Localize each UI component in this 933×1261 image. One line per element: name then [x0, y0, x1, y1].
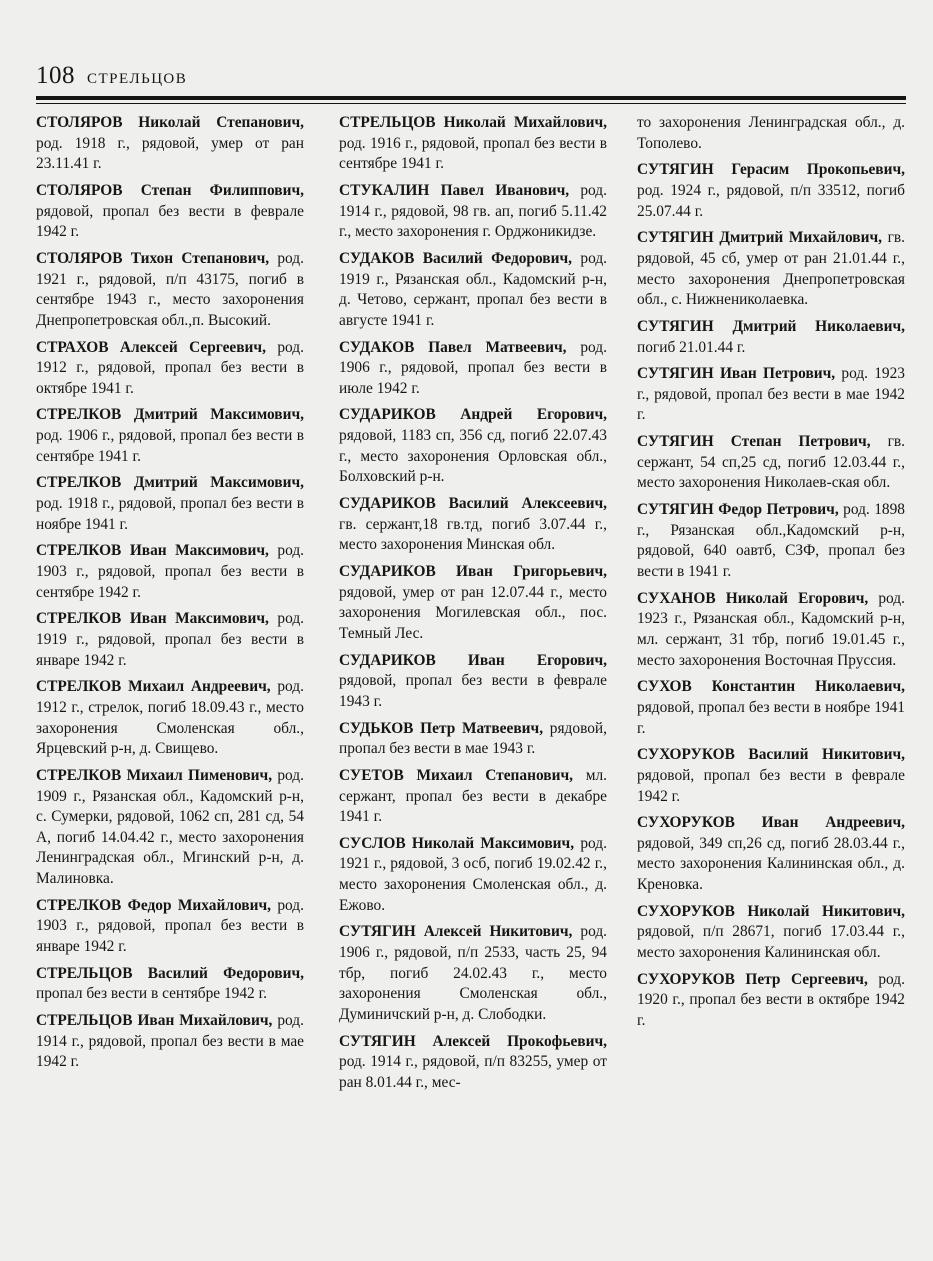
record-entry — [36, 249, 304, 331]
record-details: род. 1921 г., рядовой, п/п 43175, погиб в сентябре 1943 г., место захоронения Днепропетровская обл.,п. Высокий. — [36, 249, 304, 329]
record-entry — [339, 766, 607, 828]
record-entry — [339, 405, 607, 487]
record-details: род. 1906 г., рядовой, пропал без вести в июле 1942 г. — [339, 338, 607, 397]
record-details: пропал без вести в сентябре 1942 г. — [36, 985, 268, 1003]
record-details: рядовой, п/п 28671, погиб 17.03.44 г., место захоронения Калининская обл. — [637, 923, 905, 962]
person-name: СТРЕЛЬЦОВ Василий Федорович, — [36, 964, 304, 982]
person-name: СУДАРИКОВ Андрей Егорович, — [339, 406, 607, 424]
record-details: род. 1916 г., рядовой, пропал без вести в сентябре 1941 г. — [339, 134, 607, 173]
record-entry — [339, 922, 607, 1025]
record-details: род. 1918 г., рядовой, умер от ран 23.11.41 г. — [36, 134, 304, 173]
person-name: СТРЕЛКОВ Иван Максимович, — [36, 542, 269, 560]
record-entry — [339, 651, 607, 713]
person-name: СТРЕЛЬЦОВ Иван Михайлович, — [36, 1012, 273, 1029]
record-details: род. 1924 г., рядовой, п/п 33512, погиб 25.07.44 г. — [637, 181, 905, 220]
record-entry — [36, 181, 304, 243]
record-entry — [637, 902, 905, 964]
person-name: СУХОРУКОВ Николай Никитович, — [637, 902, 905, 920]
record-entry — [36, 405, 304, 467]
record-entry — [339, 249, 607, 331]
person-name: СУДАРИКОВ Василий Алексеевич, — [339, 495, 607, 513]
record-details: рядовой, пропал без вести в мае 1943 г. — [339, 719, 608, 758]
record-entry — [339, 113, 607, 175]
person-name: СУСЛОВ Николай Максимович, — [339, 834, 575, 852]
record-details: род. 1912 г., рядовой, пропал без вести в октябре 1941 г. — [36, 338, 304, 397]
person-name: СУХОВ Константин Николаевич, — [637, 678, 905, 696]
record-details: рядовой, 349 сп,26 сд, погиб 28.03.44 г., место захоронения Калининская обл., д. Креновка. — [637, 834, 905, 894]
record-entry — [637, 432, 905, 494]
header-rule-thin — [36, 103, 906, 104]
person-name: СУЕТОВ Михаил Степанович, — [339, 766, 574, 784]
record-entry — [36, 338, 304, 400]
record-details: гв. рядовой, 45 сб, умер от ран 21.01.44 г., место захоронения Днепропетровская обл., с. Нижнениколаевка. — [637, 229, 905, 309]
header-rule-thick — [36, 96, 906, 100]
record-details: погиб 21.01.44 г. — [637, 338, 746, 356]
record-details: род. 1918 г., рядовой, пропал без вести в ноябре 1941 г. — [36, 495, 304, 533]
record-details: род. 1909 г., Рязанская обл., Кадомский р-н, с. Сумерки, рядовой, 1062 сп, 281 сд, 54 А, погиб 14.04.42 г., место захоронения Ленинградская обл., Мгинский р-н, д. Малиновка. — [36, 766, 304, 887]
record-entry — [637, 160, 905, 222]
record-entry — [637, 813, 905, 895]
record-details: род. 1903 г., рядовой, пропал без вести в сентябре 1942 г. — [36, 542, 304, 601]
person-name: СУХОРУКОВ Иван Андреевич, — [637, 814, 905, 832]
page-header — [36, 62, 906, 90]
record-details: то захоронения Ленинградская обл., д. Тополево. — [637, 114, 905, 152]
person-name: СТРЕЛКОВ Дмитрий Максимович, — [36, 474, 304, 492]
record-entry — [339, 719, 607, 760]
person-name: СУТЯГИН Алексей Прокофьевич, — [339, 1032, 607, 1050]
record-entry — [637, 500, 905, 582]
person-name: СУДАРИКОВ Иван Егорович, — [339, 651, 607, 669]
person-name: СТУКАЛИН Павел Иванович, — [339, 181, 570, 199]
person-name: СУТЯГИН Степан Петрович, — [637, 433, 871, 451]
record-entry — [36, 609, 304, 671]
record-entry — [36, 766, 304, 890]
record-details: рядовой, 1183 сп, 356 сд, погиб 22.07.43 г., место захоронения Орловская обл., Болховский р-н. — [339, 427, 607, 486]
record-entry — [637, 364, 905, 426]
record-entry — [36, 964, 304, 1005]
person-name: СТРЕЛКОВ Дмитрий Максимович, — [36, 406, 304, 424]
person-name: СТРЕЛЬЦОВ Николай Михайлович, — [339, 114, 607, 131]
record-details: рядовой, пропал без вести в феврале 1942 г. — [36, 202, 304, 241]
record-entry — [36, 113, 304, 175]
record-entry — [637, 113, 905, 154]
record-details: род. 1914 г., рядовой, п/п 83255, умер от ран 8.01.44 г., мес- — [339, 1053, 607, 1091]
person-name: СТРЕЛКОВ Федор Михайлович, — [36, 896, 272, 914]
record-entry — [339, 1032, 607, 1094]
record-details: род. 1919 г., Рязанская обл., Кадомский р-н, д. Четово, сержант, пропал без вести в августе 1941 г. — [339, 249, 607, 329]
record-entry — [339, 181, 607, 243]
person-name: СУДАКОВ Василий Федорович, — [339, 249, 573, 267]
record-entry — [36, 896, 304, 958]
text-column-1 — [36, 113, 304, 1079]
record-entry — [637, 228, 905, 310]
person-name: СУТЯГИН Иван Петрович, — [637, 365, 836, 383]
person-name: СУТЯГИН Алексей Никитович, — [339, 923, 573, 941]
page-number: 108 — [36, 62, 75, 89]
person-name: СТРЕЛКОВ Михаил Пименович, — [36, 766, 273, 784]
person-name: СУТЯГИН Герасим Прокопьевич, — [637, 161, 905, 179]
record-details: гв. сержант, 54 сп,25 сд, погиб 12.03.44 г., место захоронения Николаев-ская обл. — [637, 433, 905, 492]
text-column-2 — [339, 113, 607, 1100]
person-name: СТОЛЯРОВ Тихон Степанович, — [36, 249, 270, 267]
person-name: СУДАКОВ Павел Матвеевич, — [339, 338, 567, 356]
person-name: СУХОРУКОВ Петр Сергеевич, — [637, 970, 868, 988]
record-details: рядовой, пропал без вести в феврале 1942 г. — [637, 766, 905, 805]
person-name: СУТЯГИН Дмитрий Николаевич, — [637, 317, 905, 335]
person-name: СТРЕЛКОВ Иван Максимович, — [36, 610, 269, 628]
record-details: гв. сержант,18 гв.тд, погиб 3.07.44 г., место захоронения Минская обл. — [339, 515, 607, 554]
record-details: род. 1906 г., рядовой, пропал без вести в сентябре 1941 г. — [36, 427, 304, 465]
person-name: СТРЕЛКОВ Михаил Андреевич, — [36, 678, 271, 696]
record-entry — [36, 541, 304, 603]
running-head: СТРЕЛЬЦОВ — [87, 71, 188, 87]
record-details: род. 1919 г., рядовой, пропал без вести в январе 1942 г. — [36, 610, 304, 669]
record-entry — [339, 562, 607, 644]
person-name: СТОЛЯРОВ Николай Степанович, — [36, 114, 304, 131]
record-details: род. 1906 г., рядовой, п/п 2533, часть 25, 94 тбр, погиб 24.02.43 г., место захоронения Смоленская обл., Думиничский р-н, д. Слободки. — [339, 923, 607, 1023]
person-name: СУДАРИКОВ Иван Григорьевич, — [339, 563, 607, 580]
record-entry — [36, 473, 304, 535]
person-name: СУДЬКОВ Петр Матвеевич, — [339, 719, 544, 737]
person-name: СУТЯГИН Дмитрий Михайлович, — [637, 229, 882, 247]
record-details: мл. сержант, пропал без вести в декабре 1941 г. — [339, 766, 607, 826]
record-details: род. 1898 г., Рязанская обл.,Кадомский р-н, рядовой, 640 оавтб, СЗФ, пропал без вести в 1941 г. — [637, 501, 905, 580]
record-entry — [339, 338, 607, 400]
record-entry — [637, 589, 905, 671]
record-entry — [339, 834, 607, 916]
person-name: СУХОРУКОВ Василий Никитович, — [637, 746, 905, 764]
record-entry — [36, 1011, 304, 1073]
person-name: СУХАНОВ Николай Егорович, — [637, 589, 869, 607]
record-details: род. 1914 г., рядовой, пропал без вести в мае 1942 г. — [36, 1012, 304, 1071]
record-entry — [637, 970, 905, 1032]
record-entry — [339, 494, 607, 556]
record-details: род. 1920 г., пропал без вести в октябре 1942 г. — [637, 970, 905, 1029]
record-details: род. 1923 г., Рязанская обл., Кадомский р-н, мл. сержант, 31 тбр, погиб 19.01.45 г., место захоронения Восточная Пруссия. — [637, 589, 905, 669]
person-name: СТОЛЯРОВ Степан Филиппович, — [36, 181, 304, 199]
text-column-3 — [637, 113, 905, 1038]
record-details: род. 1923 г., рядовой, пропал без вести в мае 1942 г. — [637, 365, 906, 424]
record-details: рядовой, пропал без вести в феврале 1943 г. — [339, 672, 607, 710]
record-details: рядовой, умер от ран 12.07.44 г., место захоронения Могилевская обл., пос. Темный Лес. — [339, 583, 607, 642]
person-name: СУТЯГИН Федор Петрович, — [637, 501, 839, 519]
record-entry — [637, 677, 905, 739]
record-details: рядовой, пропал без вести в ноябре 1941 г. — [637, 698, 905, 737]
person-name: СТРАХОВ Алексей Сергеевич, — [36, 338, 266, 356]
record-details: род. 1921 г., рядовой, 3 осб, погиб 19.02.42 г., место захоронения Смоленская обл., д. Ежово. — [339, 834, 607, 914]
record-details: род. 1912 г., стрелок, погиб 18.09.43 г., место захоронения Смоленская обл., Ярцевский р-н, д. Свищево. — [36, 678, 304, 758]
record-entry — [637, 317, 905, 358]
record-details: род. 1914 г., рядовой, 98 гв. ап, погиб 5.11.42 г., место захоронения г. Орджоникидзе. — [339, 181, 607, 241]
record-entry — [637, 745, 905, 807]
record-entry — [36, 677, 304, 759]
record-details: род. 1903 г., рядовой, пропал без вести в январе 1942 г. — [36, 896, 304, 955]
